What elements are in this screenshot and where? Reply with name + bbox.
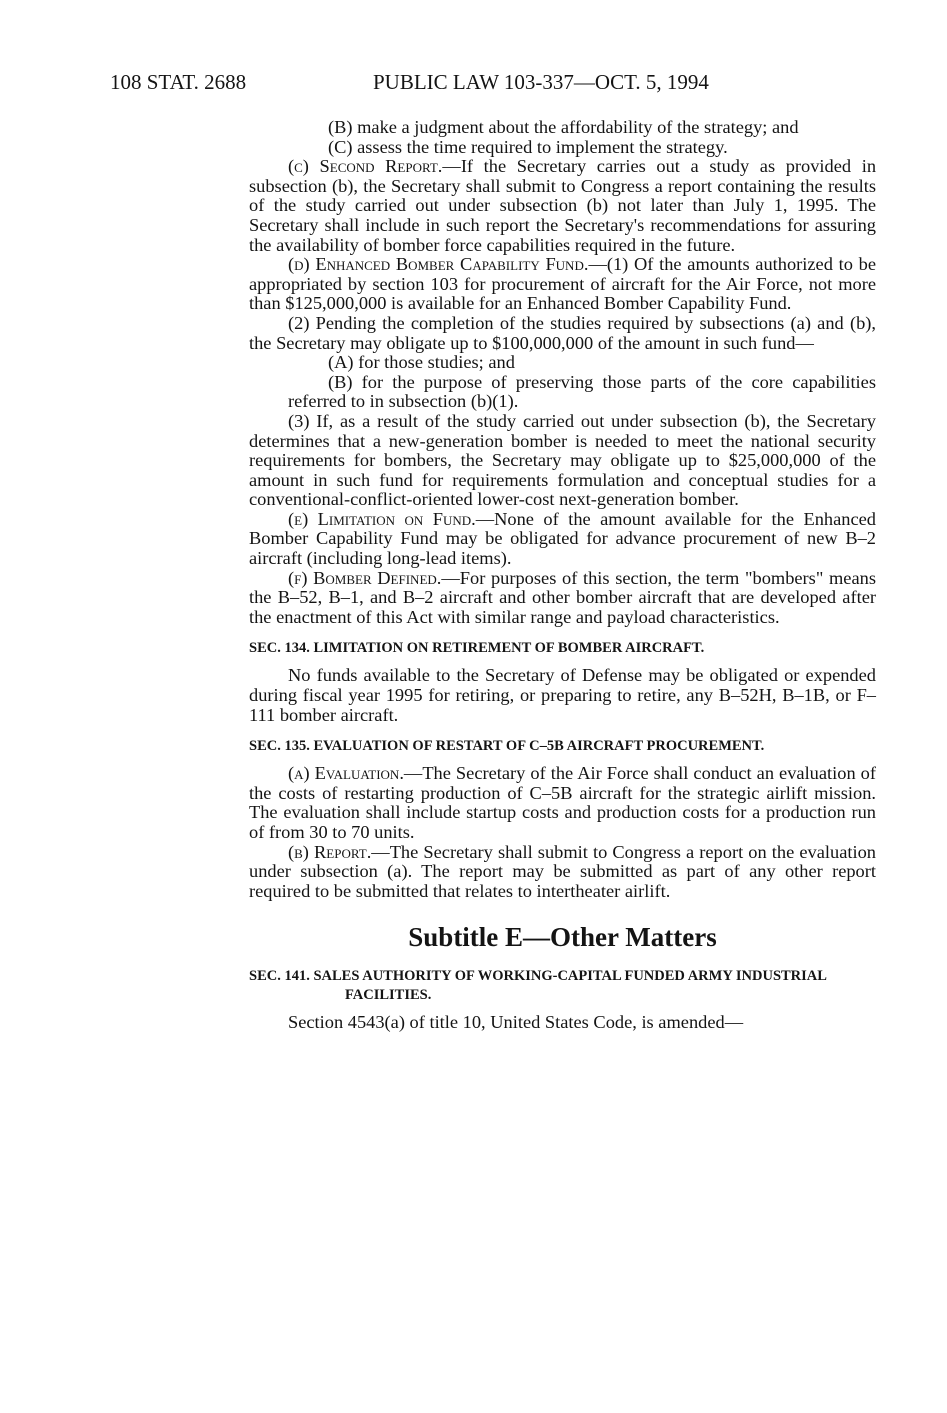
document-body: [249, 118, 876, 1033]
statute-page-number: 108 STAT. 2688: [110, 70, 247, 94]
section-134-text: No funds available to the Secretary of Defense may be obligated or expended during fiscal year 1995 for retiring, or preparing to retire, any B–52H, B–1B, or F–111 bomber aircraft.: [249, 665, 876, 725]
subsection-e-limitation: [249, 510, 876, 569]
subsection-135-a: [249, 764, 876, 842]
paragraph-d2-a: (A) for those studies; and: [328, 352, 515, 373]
public-law-title: PUBLIC LAW 103-337—OCT. 5, 1994: [373, 70, 709, 94]
subsection-text: —(1) Of the amounts authorized to be appropriated by section 103 for procurement of aircraft for the Air Force, not more than $125,000,000 is available for an Enhanced Bomber Capability Fund.: [249, 254, 877, 314]
subsection-d-enhanced-fund: [249, 255, 876, 314]
paragraph-d2: (2) Pending the completion of the studies required by subsections (a) and (b), the Secretary may obligate up to $100,000,000 of the amount in such fund—: [249, 312, 876, 353]
subsection-text: —The Secretary of the Air Force shall conduct an evaluation of the costs of restarting production of C–5B aircraft for the strategic airlift mission. The evaluation shall include startup costs and production costs for a production run of from 30 to 70 units.: [249, 763, 876, 842]
subsection-text: —None of the amount available for the Enhanced Bomber Capability Fund may be obligated for advance procurement of new B–2 aircraft (including long-lead items).: [249, 508, 876, 569]
paragraph-d3: (3) If, as a result of the study carried out under subsection (b), the Secretary determines that a new-generation bomber is needed to meet the national security requirements for bombers, the Secretary may obligate up to $25,000,000 of the amount in such fund for requirements formulation and conceptual studies for a conventional-conflict-oriented lower-cost next-generation bomber.: [249, 410, 876, 510]
paragraph-b-affordability: (B) make a judgment about the affordability of the strategy; and: [328, 117, 799, 137]
subsection-heading: (a) Evaluation.: [288, 763, 404, 784]
subsection-heading: (e) Limitation on Fund.: [288, 508, 476, 529]
subsection-heading: (b) Report.: [288, 841, 372, 862]
subsection-heading: (d) Enhanced Bomber Capability Fund.: [288, 254, 589, 275]
subsection-text: —For purposes of this section, the term "bombers" means the B–52, B–1, and B–2 aircraft and other bomber aircraft that are developed after the enactment of this Act with similar range and payload characteristics.: [249, 567, 876, 627]
section-141-text: Section 4543(a) of title 10, United States Code, is amended—: [288, 1012, 744, 1033]
subsection-text: —The Secretary shall submit to Congress a report on the evaluation under subsection (a). The report may be submitted as part of any other report required to be submitted that relates to intertheater airlift.: [249, 841, 876, 901]
paragraph-c-assess: (C) assess the time required to implement the strategy.: [328, 136, 728, 157]
subsection-f-bomber-defined: [249, 569, 876, 628]
subsection-heading: (f) Bomber Defined.: [288, 567, 442, 588]
subsection-c-second-report: [249, 157, 876, 255]
section-134-heading: SEC. 134. LIMITATION ON RETIREMENT OF BOMBER AIRCRAFT.: [249, 640, 705, 657]
subsection-135-b: [249, 843, 876, 902]
section-135-heading: SEC. 135. EVALUATION OF RESTART OF C–5B AIRCRAFT PROCUREMENT.: [249, 738, 765, 755]
subsection-heading: (c) Second Report.: [288, 156, 443, 177]
running-header: [0, 70, 947, 100]
subsection-text: —If the Secretary carries out a study as provided in subsection (b), the Secretary shall submit to Congress a report containing the results of the study carried out under subsection (b) not later than July 1, 1995. The Secretary shall include in such report the Secretary's recommendations for assuring the availability of bomber force capabilities required in the future.: [249, 156, 877, 255]
section-141-heading: SEC. 141. SALES AUTHORITY OF WORKING-CAPITAL FUNDED ARMY INDUSTRIAL FACILITIES.: [249, 968, 827, 1004]
paragraph-d2-b: (B) for the purpose of preserving those parts of the core capabilities referred to in subsection (b)(1).: [288, 371, 876, 412]
subtitle-heading: Subtitle E—Other Matters: [408, 922, 717, 953]
